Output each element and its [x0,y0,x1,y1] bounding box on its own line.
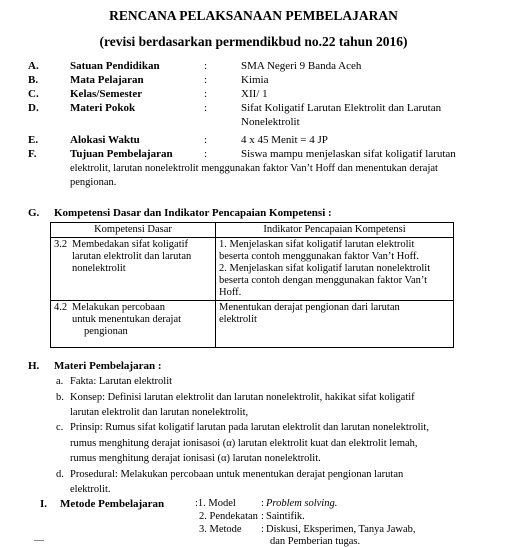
document-title: RENCANA PELAKSANAAN PEMBELAJARAN [109,8,398,23]
identity-value: SMA Negeri 9 Banda Aceh [241,60,362,72]
list-item: rumus menghitung derajat ionisasi (α) larutan nonelektrolit. [70,453,321,464]
identity-letter: A. [28,60,39,72]
metode-value: Diskusi, Eksperimen, Tanya Jawab, [266,524,416,535]
kd-line: larutan elektrolit dan larutan [72,251,192,262]
indikator-line: beserta contoh dengan menggunakan faktor Van’t [219,275,428,286]
kompetensi-table [50,222,454,348]
kd-line: pengionan [84,326,128,337]
identity-value: Kimia [241,74,269,86]
identity-colon: : [204,134,208,146]
tujuan-continuation: elektrolit, larutan nonelektrolit menggunakan faktor Van’t Hoff dan menentukan derajat [70,163,438,174]
section-heading: Metode Pembelajaran [60,498,165,510]
list-item: Fakta: Larutan elektrolit [70,376,173,387]
list-item: larutan elektrolit dan larutan nonelektrolit, [70,407,249,418]
list-item-mark: a. [56,376,64,387]
identity-letter: C. [28,88,39,100]
metode-value: Saintifik. [266,511,305,522]
page-edge-mark [34,540,44,541]
section-heading: Materi Pembelajaran : [54,360,162,372]
identity-colon: : [204,74,208,86]
list-item-mark: b. [56,392,64,403]
kd-line: Melakukan percobaan [72,302,165,313]
section-heading: Kompetensi Dasar dan Indikator Pencapaian Kompetensi : [54,207,332,219]
indikator-line: Hoff. [219,287,242,298]
identity-colon: : [204,60,208,72]
document-subtitle: (revisi berdasarkan permendikbud no.22 tahun 2016) [99,34,408,49]
table-header-row [51,223,454,238]
identity-letter: B. [28,74,39,86]
list-item-mark: c. [56,422,64,433]
indikator-line: 2. Menjelaskan sifat koligatif larutan nonelektrolit [219,263,431,274]
list-item-mark: d. [56,469,64,480]
metode-label: 3. Metode [199,524,242,535]
indikator-line: 1. Menjelaskan sifat koligatif larutan elektrolit [219,239,415,250]
metode-label: :1. Model [195,498,236,509]
identity-label: Materi Pokok [70,102,136,114]
kd-line: nonelektrolit [72,263,126,274]
table-row [51,301,454,348]
metode-colon: : [261,511,264,522]
identity-letter: F. [28,148,37,160]
identity-value: 4 x 45 Menit = 4 JP [241,134,328,146]
section-letter: I. [40,498,48,510]
indikator-line: beserta contoh menggunakan faktor Van’t Hoff. [219,251,420,262]
kd-line: Membedakan sifat koligatif [72,239,189,250]
kd-number: 3.2 [54,239,68,250]
list-item: elektrolit. [70,484,111,495]
identity-value: Siswa mampu menjelaskan sifat koligatif larutan [241,148,456,160]
metode-value-cont: dan Pemberian tugas. [270,536,361,547]
table-cell-kd [51,301,216,348]
identity-label: Tujuan Pembelajaran [70,148,173,160]
section-letter: H. [28,360,40,372]
identity-label: Alokasi Waktu [70,134,140,146]
identity-value: Sifat Koligatif Larutan Elektrolit dan Larutan [241,102,442,114]
identity-value-cont: Nonelektrolit [241,116,300,128]
identity-colon: : [204,102,208,114]
table-row [51,238,454,301]
table-cell-indikator [216,238,454,301]
identity-letter: D. [28,102,39,114]
metode-colon: : [261,524,264,535]
table-header: Kompetensi Dasar [51,223,216,238]
identity-colon: : [204,148,208,160]
metode-label: 2. Pendekatan [199,511,258,522]
table-cell-indikator [216,301,454,348]
list-item: Prosedural: Melakukan percobaan untuk menentukan derajat pengionan larutan [70,469,404,480]
list-item: rumus menghitung derajat ionisasoi (α) larutan elektrolit kuat dan elektrolit lemah, [70,438,418,449]
indikator-line: Menentukan derajat pengionan dari larutan [219,302,400,313]
table-cell-kd [51,238,216,301]
list-item: Konsep: Definisi larutan elektrolit dan larutan nonelektrolit, hakikat sifat koligatif [70,392,415,403]
identity-value: XII/ 1 [241,88,268,100]
identity-label: Satuan Pendidikan [70,60,160,72]
identity-letter: E. [28,134,39,146]
identity-label: Mata Pelajaran [70,74,144,86]
indikator-line: elektrolit [219,314,257,325]
kd-line: untuk menentukan derajat [72,314,182,325]
kd-number: 4.2 [54,302,68,313]
table-header: Indikator Pencapaian Kompetensi [216,223,454,238]
identity-label: Kelas/Semester [70,88,143,100]
tujuan-continuation: pengionan. [70,177,117,188]
identity-colon: : [204,88,208,100]
metode-colon: : [261,498,264,509]
metode-value: Problem solving. [266,498,338,509]
list-item: Prinsip: Rumus sifat koligatif larutan pada larutan elektrolit dan larutan nonelektrolit, [70,422,429,433]
section-letter: G. [28,207,40,219]
